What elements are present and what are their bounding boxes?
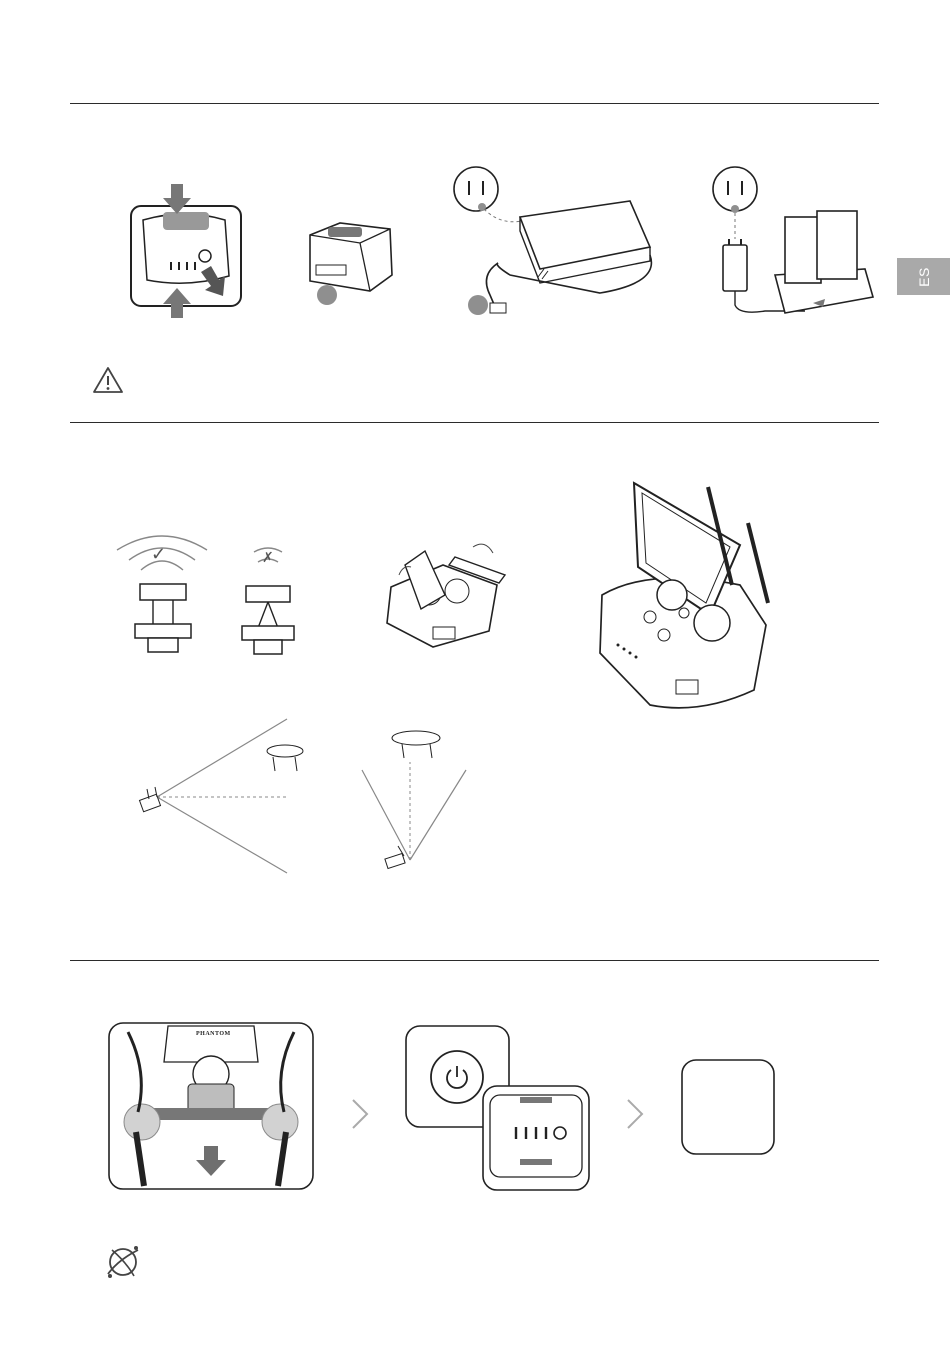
section-divider-3 <box>70 960 879 961</box>
power-icon <box>442 1062 472 1092</box>
battery-level-indicator-illustration <box>482 1085 590 1191</box>
section-divider-1 <box>70 103 879 104</box>
battery-removal-illustration <box>125 180 245 320</box>
chevron-right-icon <box>625 1098 645 1130</box>
charging-hub-illustration <box>705 165 875 325</box>
gimbal-clamp-removal-illustration <box>108 1022 314 1190</box>
warning-triangle-icon <box>92 366 124 394</box>
section-divider-2 <box>70 422 879 423</box>
chevron-right-icon <box>350 1098 370 1130</box>
controller-folded-illustration <box>385 535 520 650</box>
intelligent-battery-illustration <box>300 215 400 305</box>
drone-brand-label: PHANTOM <box>196 1031 231 1037</box>
empty-status-box <box>681 1059 775 1155</box>
remote-controller-with-screen <box>590 475 790 720</box>
language-tab-label: ES <box>915 266 932 287</box>
transmission-range-horizontal <box>135 715 300 875</box>
signal-bad-mark: ✗ <box>262 549 274 565</box>
charger-connection-illustration <box>450 165 665 325</box>
transmission-range-overhead <box>358 718 478 878</box>
signal-good-mark: ✓ <box>151 544 167 564</box>
satellite-tip-icon <box>104 1242 142 1282</box>
language-tab[interactable] <box>897 258 950 295</box>
